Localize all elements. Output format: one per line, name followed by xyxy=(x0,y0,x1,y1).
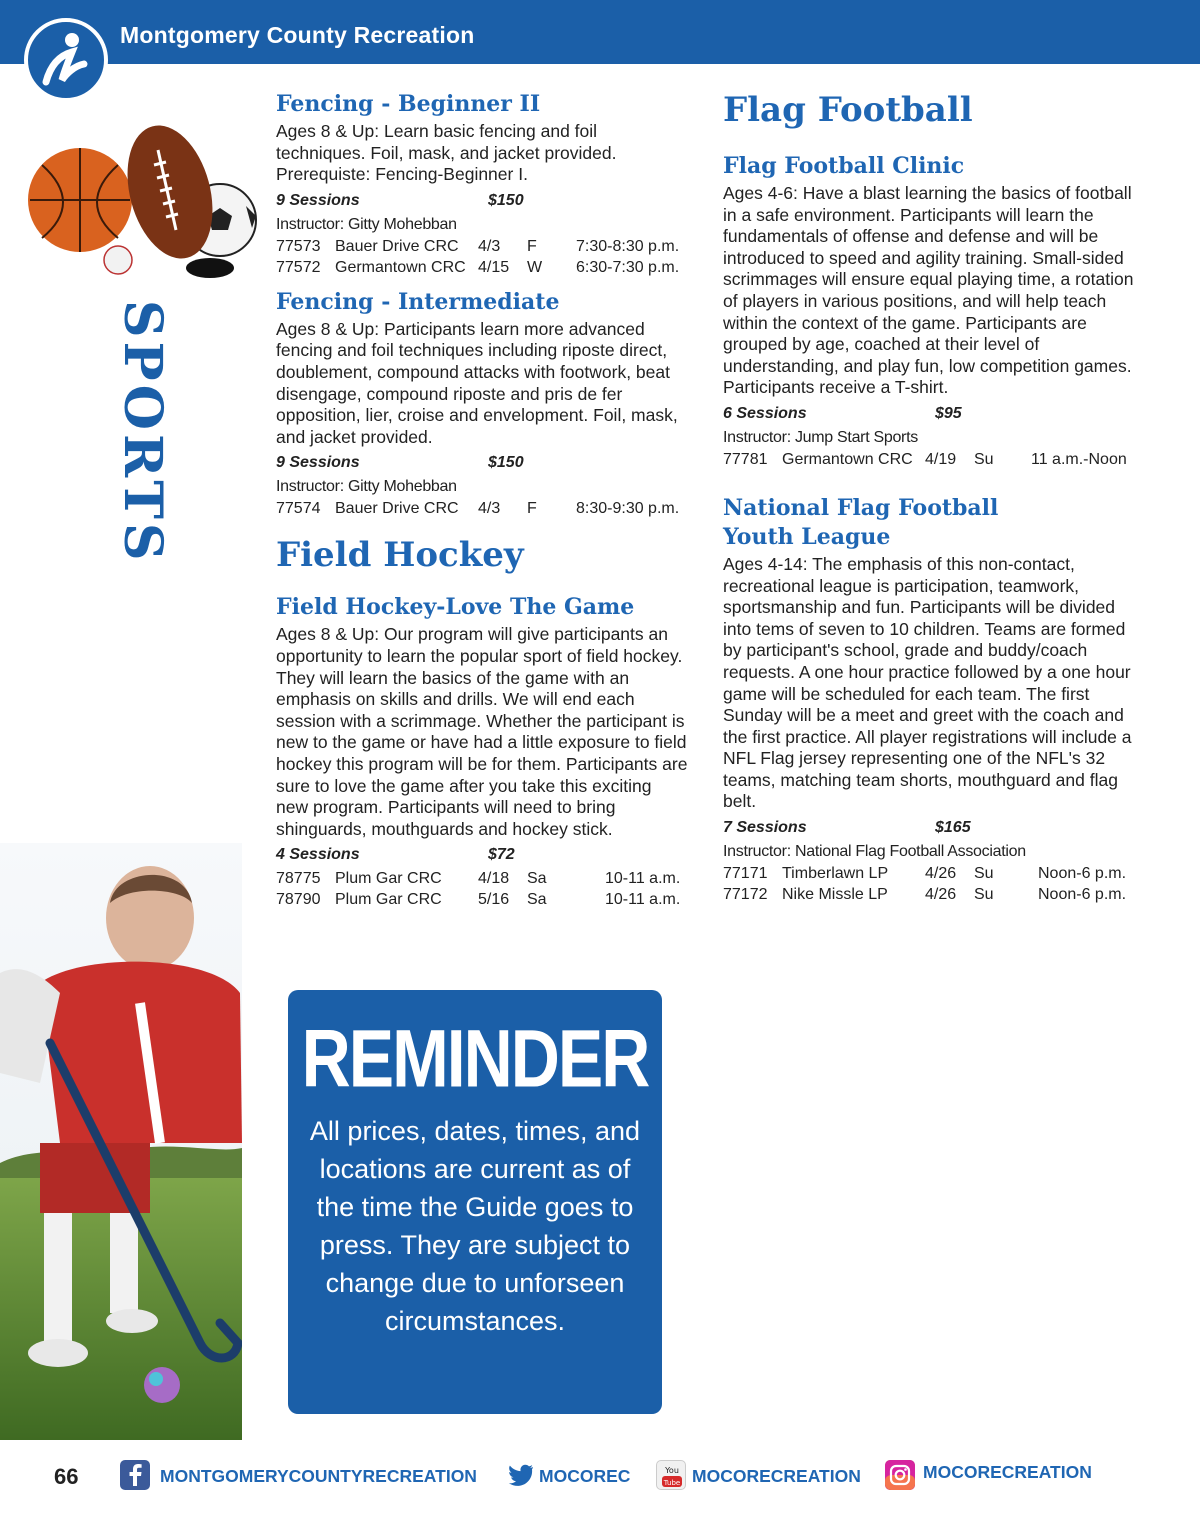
session-price: $150 xyxy=(488,454,524,472)
twitter-link[interactable] xyxy=(505,1460,645,1494)
course-day: Su xyxy=(974,865,994,883)
session-count: 6 Sessions xyxy=(723,404,807,422)
header-bar xyxy=(0,0,1200,64)
course-code: 77573 xyxy=(276,237,321,255)
course-location: Nike Missle LP xyxy=(782,886,888,904)
svg-text:Tube: Tube xyxy=(663,1479,681,1487)
session-info xyxy=(276,846,688,868)
course-code: 77574 xyxy=(276,500,321,518)
course-row xyxy=(723,863,1143,884)
course-day: Sa xyxy=(527,891,547,909)
course-time: Noon-6 p.m. xyxy=(1038,886,1127,904)
course-code: 78775 xyxy=(276,870,321,888)
sports-section-label xyxy=(112,300,173,565)
reminder-box xyxy=(288,990,662,1414)
session-info xyxy=(723,819,1143,841)
instructor: Instructor: National Flag Football Association xyxy=(723,843,1026,861)
course-date: 4/3 xyxy=(478,237,501,255)
course-time: 7:30-8:30 p.m. xyxy=(576,237,680,255)
course-date: 4/26 xyxy=(925,886,957,904)
reminder-text: All prices, dates, times, and locations are current as of the time the Guide goes to press. They are subject to change due to unforseen circumstances. xyxy=(309,1116,641,1336)
sports-balls-image xyxy=(20,120,260,290)
league-title-line1: National Flag Football xyxy=(723,494,999,521)
fencing-beginner-title: Fencing - Beginner II xyxy=(276,91,541,117)
course-date: 4/19 xyxy=(925,450,957,468)
instructor: Instructor: Jump Start Sports xyxy=(723,428,918,446)
twitter-label: MOCOREC xyxy=(539,1466,631,1486)
svg-text:You: You xyxy=(665,1466,679,1475)
course-day: Su xyxy=(974,450,994,468)
footer xyxy=(0,1450,1200,1500)
course-location: Bauer Drive CRC xyxy=(335,237,459,255)
sports-label-text: SPORTS xyxy=(112,300,173,565)
course-row xyxy=(276,889,688,910)
course-day: F xyxy=(527,237,537,255)
course-location: Germantown CRC xyxy=(335,258,466,276)
course-date: 4/15 xyxy=(478,258,510,276)
instagram-icon xyxy=(885,1460,915,1490)
youtube-icon xyxy=(656,1460,686,1490)
instructor: Instructor: Gitty Mohebban xyxy=(276,215,457,233)
course-date: 4/26 xyxy=(925,865,957,883)
facebook-link[interactable] xyxy=(120,1460,490,1494)
flag-football-heading: Flag Football xyxy=(723,90,973,130)
course-time: 6:30-7:30 p.m. xyxy=(576,258,680,276)
course-location: Germantown CRC xyxy=(782,450,913,468)
facebook-icon xyxy=(120,1460,150,1490)
course-time: 10-11 a.m. xyxy=(605,870,681,888)
facebook-label: MONTGOMERYCOUNTYRECREATION xyxy=(160,1466,477,1486)
youtube-label: MOCORECREATION xyxy=(692,1466,861,1486)
course-time: 10-11 a.m. xyxy=(605,891,681,909)
course-day: W xyxy=(527,258,543,276)
instagram-label: MOCORECREATION xyxy=(923,1462,1092,1482)
course-code: 77572 xyxy=(276,258,321,276)
flag-football-clinic-title: Flag Football Clinic xyxy=(723,153,965,179)
field-hockey-description: Ages 8 & Up: Our program will give participants an opportunity to learn the popular sport of field hockey. They will learn the basics of the game with an emphasis on skills and drills. We will end each session with a scrimmage. Whether the participant is new to the game or have had a little exposure to field hockey this program will be for them. Participants are sure to love the game after you take this exciting new program. Participants will need to bring shinguards, mouthguards and hockey stick. xyxy=(276,624,688,839)
session-price: $165 xyxy=(935,819,971,837)
fencing-intermediate-description: Ages 8 & Up: Participants learn more advanced fencing and foil techniques including riposte direct, doublement, compound attacks with footwork, beat disengage, compound riposte and pris de fer opposition, lier, croise and envelopment. Foil, mask, and jacket provided. xyxy=(276,318,678,447)
league-description: Ages 4-14: The emphasis of this non-contact, recreational league is participation, teamwork, sportsmanship and fun. Participants will be divided into tems of seven to 10 children. Teams are formed by participant's school, grade and buddy/coach requests. A one hour practice followed by a one hour game will be scheduled for each team. The first Sunday will be a meet and greet with the coach and the first practice. All player registrations will include a NFL Flag jersey representing one of the NFL's 32 teams, matching team shorts, mouthguard and flag belt. xyxy=(723,553,1132,812)
course-day: Sa xyxy=(527,870,547,888)
course-time: 11 a.m.-Noon xyxy=(1031,450,1127,468)
session-price: $95 xyxy=(935,404,962,422)
course-code: 77781 xyxy=(723,450,768,468)
field-hockey-player-photo xyxy=(0,843,242,1440)
page-number: 66 xyxy=(54,1464,79,1489)
course-location: Plum Gar CRC xyxy=(335,891,442,909)
course-code: 77172 xyxy=(723,886,768,904)
course-row xyxy=(276,498,688,519)
course-date: 4/18 xyxy=(478,870,510,888)
course-row xyxy=(276,868,688,889)
session-price: $150 xyxy=(488,191,524,209)
session-price: $72 xyxy=(488,846,515,864)
header-title: Montgomery County Recreation xyxy=(120,22,475,48)
twitter-icon xyxy=(505,1460,535,1490)
session-info xyxy=(276,192,688,214)
instagram-link[interactable] xyxy=(885,1460,1100,1494)
youtube-link[interactable] xyxy=(656,1460,866,1494)
field-hockey-title: Field Hockey-Love The Game xyxy=(276,594,635,621)
fencing-beginner-description: Ages 8 & Up: Learn basic fencing and foil techniques. Foil, mask, and jacket provided. Prerequiste: Fencing-Beginner I. xyxy=(276,121,617,185)
course-row xyxy=(276,236,688,257)
left-column xyxy=(276,90,688,910)
fencing-intermediate-title: Fencing - Intermediate xyxy=(276,288,560,315)
reminder-title: REMINDER xyxy=(301,1013,649,1105)
course-date: 5/16 xyxy=(478,891,510,909)
course-time: Noon-6 p.m. xyxy=(1038,865,1127,883)
course-row xyxy=(276,257,688,278)
field-hockey-heading: Field Hockey xyxy=(276,535,524,576)
course-code: 78790 xyxy=(276,891,321,909)
session-count: 9 Sessions xyxy=(276,454,360,472)
montgomery-logo-icon xyxy=(24,18,108,102)
course-row xyxy=(723,449,1143,470)
league-title-line2: Youth League xyxy=(723,523,891,550)
course-location: Bauer Drive CRC xyxy=(335,500,459,518)
session-count: 9 Sessions xyxy=(276,191,360,209)
course-row xyxy=(723,884,1143,905)
flag-football-clinic-description: Ages 4-6: Have a blast learning the basics of football in a safe environment. Participants will learn the fundamentals of offense and defense and will be introduced to speed and agility training. Small-sided scrimmages will ensure equal playing time, a rotation of players in various positions, and will help teach within the context of the game. Participants are grouped by age, coached at their level of understanding, and play fun, low competition games. Participants receive a T-shirt. xyxy=(723,183,1134,398)
course-code: 77171 xyxy=(723,865,768,883)
session-count: 4 Sessions xyxy=(276,846,360,864)
course-location: Plum Gar CRC xyxy=(335,870,442,888)
course-location: Timberlawn LP xyxy=(782,865,889,883)
right-column xyxy=(723,90,1143,905)
course-time: 8:30-9:30 p.m. xyxy=(576,500,680,518)
course-day: Su xyxy=(974,886,994,904)
session-info xyxy=(276,454,688,476)
course-day: F xyxy=(527,500,537,518)
session-info xyxy=(723,405,1143,427)
session-count: 7 Sessions xyxy=(723,819,807,837)
course-date: 4/3 xyxy=(478,500,501,518)
instructor: Instructor: Gitty Mohebban xyxy=(276,478,457,496)
